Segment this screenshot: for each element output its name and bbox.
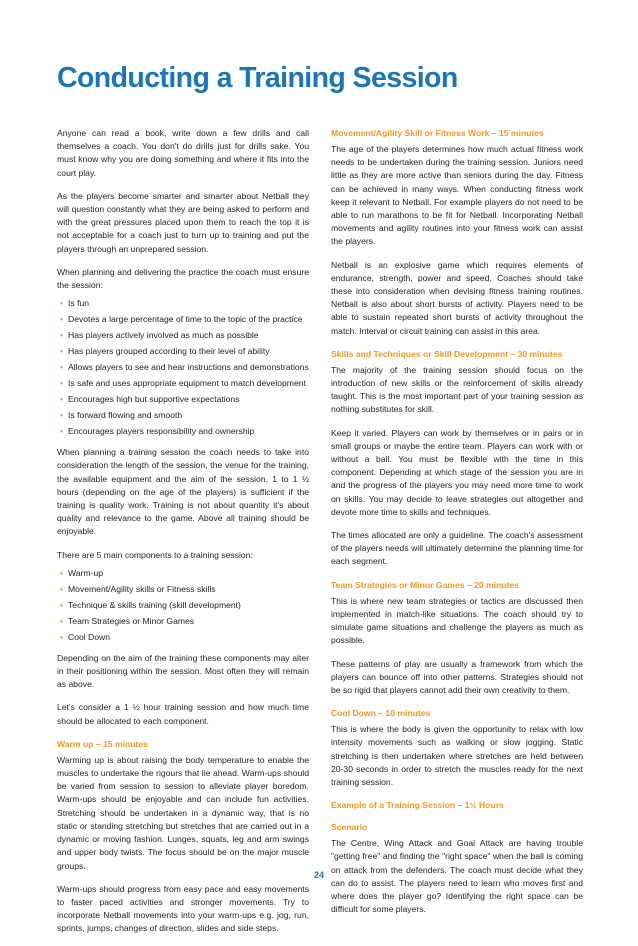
bullet-icon: •: [60, 410, 64, 421]
paragraph: The age of the players determines how much actual fitness work needs to be undertaken during the training session. Juniors need little as they are more active than seniors during the day. Fitness can be achieved in many ways. When conducting fitness work keep it relevant to Netball. For example players do not need to be able to run marathons to be fit for Netball. Incorporating Netball movements and agility routines into your fitness work can assist the players.: [331, 144, 583, 247]
bullet-icon: •: [60, 599, 64, 610]
list-item: • Encourages high but supportive expectations: [60, 394, 240, 405]
section-heading-team-strategies: Team Strategies or Minor Games – 20 minutes: [331, 579, 520, 590]
paragraph: These patterns of play are usually a framework from which the players can bounce off into other patterns. Strategies should not be so rigid that players cannot add their own creativity to them.: [331, 658, 583, 695]
right-column: [331, 127, 583, 926]
bullet-icon: •: [60, 346, 64, 357]
bullet-icon: •: [60, 394, 64, 405]
list-item: • Devotes a large percentage of time to the topic of the practice: [60, 314, 303, 325]
bullet-icon: •: [60, 378, 64, 389]
list-item: • Movement/Agility skills or Fitness skills: [60, 583, 216, 594]
paragraph: Warming up is about raising the body temperature to enable the muscles to undertake the rigours that lie ahead. Warm-ups should be varied from session to session to alleviate player boredom. Warm-ups should be enjoyable and can include fun activities. Stretching should be undertaken in a dynamic way, that is no static or standing stretching but stretches that are carried out in a dynamic or moving fashion. Lunges, squats, leg and arm swings and upper body twists. The focus should be on the major muscle groups.: [57, 754, 309, 871]
paragraph: When planning a training session the coach needs to take into consideration the length of the session, the venue for the training, the available equipment and the aim of the session. 1 to 1 ½ hours (depending on the age of the players) is sufficient if the training is quality work. Training is not about quantity it's about quality and relevance to the game. Above all training should be enjoyable.: [57, 447, 309, 537]
bullet-icon: •: [60, 567, 64, 578]
paragraph: Netball is an explosive game which requires elements of endurance, strength, power and speed. Coaches should take these into consideration when devising fitness training routines. Netball is also about short bursts of activity. Players need to be able to sustain repeated short bursts of activity throughout the match. Interval or circuit training can assist in this area.: [331, 259, 583, 336]
components-list: [57, 567, 309, 643]
paragraph: The majority of the training session should focus on the introduction of new skills or the reinforcement of skills already taught. This is the most important part of your training session as nothing substitutes for skill.: [331, 364, 583, 415]
section-heading-example: Example of a Training Session – 1½ Hours: [331, 800, 504, 811]
paragraph: There are 5 main components to a training session:: [57, 549, 253, 560]
session-criteria-list: [57, 297, 309, 437]
paragraph: The Centre, Wing Attack and Goal Attack are having trouble "getting free" and finding the "right space" when the ball is coming on attack from the defenders. The coach must decide what they can do to assist. The players need to learn who moves first and where does the player go? Identifying the right space can be difficult for some players.: [331, 838, 583, 915]
bullet-icon: •: [60, 314, 64, 325]
page-title: Conducting a Training Session: [57, 62, 458, 94]
section-heading-skills: Skills and Techniques or Skill Development – 30 minutes: [331, 348, 563, 359]
list-item: • Has players grouped according to their level of ability: [60, 346, 270, 357]
paragraph: When planning and delivering the practice the coach must ensure the session:: [57, 266, 309, 291]
paragraph: Let's consider a 1 ½ hour training session and how much time should be allocated to each component.: [57, 702, 309, 726]
list-item: • Team Strategies or Minor Games: [60, 615, 195, 626]
paragraph: This is where new team strategies or tactics are discussed then implemented in match-like situations. The coach should try to simulate game situations and challenge the players as much as possible.: [331, 595, 583, 646]
page-number: 24: [313, 870, 324, 880]
section-heading-movement: Movement/Agility Skill or Fitness Work – 15 minutes: [331, 128, 544, 138]
paragraph: The times allocated are only a guideline. The coach's assessment of the players needs will ultimately determine the planning time for each segment.: [331, 530, 583, 567]
list-item: • Cool Down: [60, 631, 111, 642]
bullet-icon: •: [60, 298, 64, 309]
bullet-icon: •: [60, 631, 64, 642]
bullet-icon: •: [60, 362, 64, 373]
list-item: • Is safe and uses appropriate equipment to match development: [60, 378, 306, 389]
list-item: • Is forward flowing and smooth: [60, 410, 183, 421]
list-item: • Warm-up: [60, 567, 104, 578]
section-heading-scenario: Scenario: [331, 822, 368, 833]
bullet-icon: •: [60, 583, 64, 594]
list-item: • Encourages players responsibility and ownership: [60, 426, 255, 437]
list-item: • Has players actively involved as much as possible: [60, 330, 259, 341]
bullet-icon: •: [60, 426, 64, 437]
section-heading-warm-up: Warm up – 15 minutes: [57, 738, 148, 749]
paragraph: Depending on the aim of the training these components may alter in their positioning within the session. Most often they will remain as above.: [57, 652, 309, 690]
paragraph: As the players become smarter and smarter about Netball they will question constantly what they are being asked to perform and with the great pressures placed upon them to reach the top it is not acceptable for a coach just to turn up to training and put the players through an unprepared session.: [57, 190, 309, 254]
list-item: • Technique & skills training (skill development): [60, 599, 241, 610]
list-item: • Is fun: [60, 298, 90, 309]
left-column: [57, 127, 309, 946]
bullet-icon: •: [60, 330, 64, 341]
paragraph: Keep it varied. Players can work by themselves or in pairs or in small groups or maybe the entire team. Players can work with or without a ball. You must be flexible with the time in this component. Depending at which stage of the session you are in and the progress of the players you may need more time to work on skills. You may decide to leave strategies out altogether and devote more time to skills and techniques.: [331, 427, 583, 517]
paragraph: Warm-ups should progress from easy pace and easy movements to faster paced activities and stronger movements. Try to incorporate Netball movements into your warm-ups e.g. jog, run, sprints, jumps, changes of direction, slides and side steps.: [57, 883, 309, 934]
section-heading-cool-down: Cool Down – 10 minutes: [331, 708, 431, 719]
paragraph: This is where the body is given the opportunity to relax with low intensity movements such as walking or slow jogging. Static stretching is then undertaken where stretches are held between 20-30 seconds in order to stretch the muscles ready for the next training session.: [331, 724, 583, 787]
bullet-icon: •: [60, 615, 64, 626]
list-item: • Allows players to see and hear instructions and demonstrations: [60, 362, 309, 373]
paragraph: Anyone can read a book, write down a few drills and call themselves a coach. You don't do drills just for drills sake. You must know why you are doing something and where it fits into the court play.: [57, 128, 309, 178]
